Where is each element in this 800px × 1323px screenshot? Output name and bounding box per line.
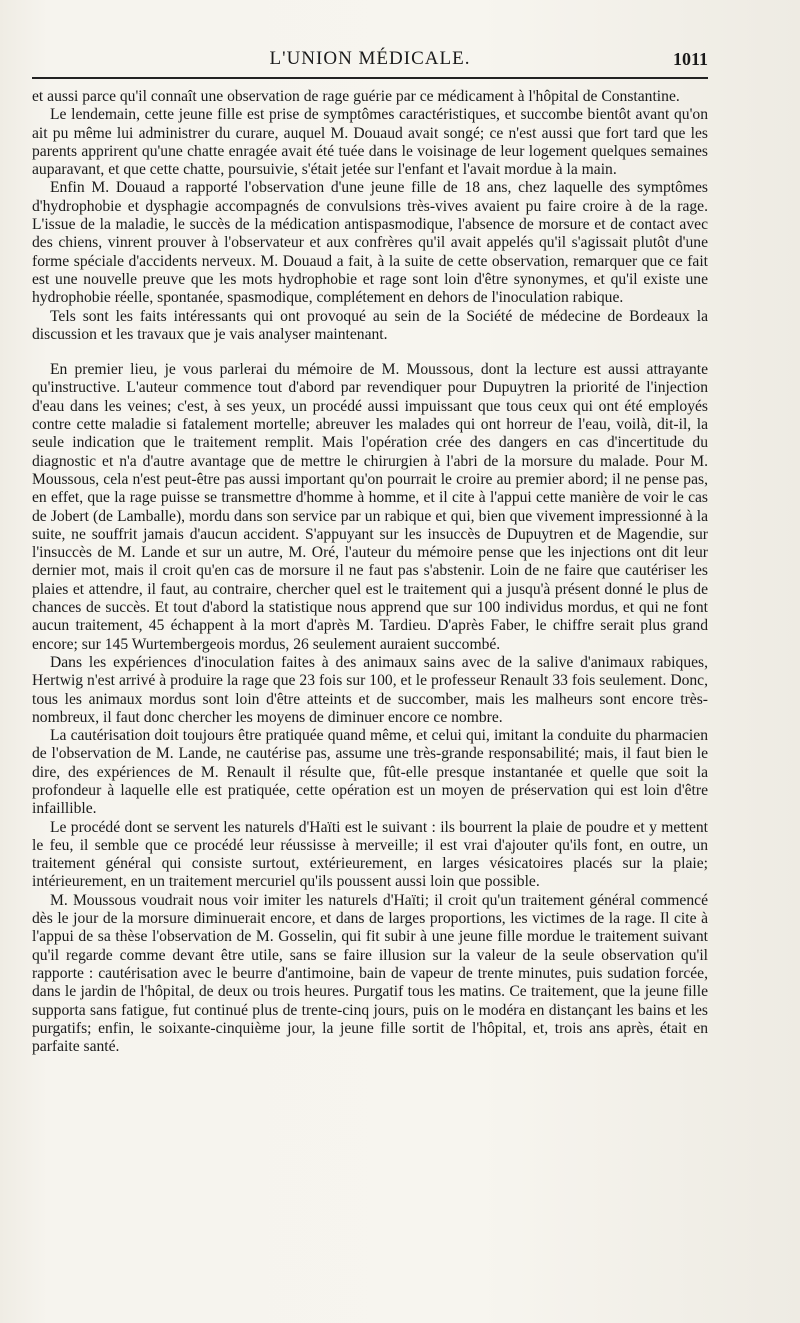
page-number: 1011 [672, 49, 708, 69]
header-rule [32, 77, 708, 79]
paragraph-continuation: et aussi parce qu'il connaît une observation de rage guérie par ce médicament à l'hôpital de Constantine. [32, 88, 680, 105]
paragraph: En premier lieu, je vous parlerai du mémoire de M. Moussous, dont la lecture est aussi attrayante qu'instructive. L'auteur commence tout d'abord par revendiquer pour Dupuytren la priorité de l'injection d'eau dans les veines; c'est, à ses yeux, un procédé aussi impuissant que tous ceux qui ont été employés contre cette maladie si fatalement mortelle; abreuver les malades qui ont horreur de l'eau, voilà, dit-il, la seule indication que le traitement remplit. Mais l'opération crée des dangers en cas d'incertitude du diagnostic et n'a d'autre avantage que de mettre le chirurgien à l'abri de la morsure du malade. Pour M. Moussous, cela n'est peut-être pas aussi important qu'on pourrait le croire au premier abord; il ne pense pas, en effet, que la rage puisse se transmettre d'homme à homme, et il cite à l'appui cette manière de voir le cas de Jobert (de Lamballe), mordu dans son service par un rabique et qui, bien que vivement impressionné à la suite, ne souffrit jamais d'aucun accident. S'appuyant sur les insuccès de Dupuytren et de Magendie, sur l'insuccès de M. Lande et sur un autre, M. Oré, l'auteur du mémoire pense que les injections ont dit leur dernier mot, mais il croit qu'en cas de morsure il ne faut pas s'abstenir. Loin de ne faire que cautériser les plaies et attendre, il faut, au contraire, chercher quel est le traitement qui a jusqu'à présent donné le plus de chances de succès. Et tout d'abord la statistique nous apprend que sur 100 individus mordus, et qui ne font aucun traitement, 45 échappent à la mort d'après M. Tardieu. D'après Faber, le chiffre serait plus grand encore; sur 145 Wurtembergeois mordus, 26 seulement auraient succombé. [32, 361, 708, 653]
running-header [32, 48, 708, 74]
paragraph: Tels sont les faits intéressants qui ont provoqué au sein de la Société de médecine de Bordeaux la discussion et les travaux que je vais analyser maintenant. [32, 307, 708, 343]
article-body [32, 88, 708, 1056]
paragraph: Enfin M. Douaud a rapporté l'observation d'une jeune fille de 18 ans, chez laquelle des symptômes d'hydrophobie et dysphagie accompagnés de convulsions très-vives avaient pu faire croire à de la rage. L'issue de la maladie, le succès de la médication antispasmodique, l'absence de morsure et de contact avec des chiens, vinrent prouver à l'observateur et aux confrères qu'il avait appelés qu'il s'agissait plutôt d'une forme spéciale d'accidents nerveux. M. Douaud a fait, à la suite de cette observation, remarquer que ce fait est une nouvelle preuve que les mots hydrophobie et rage sont loin d'être synonymes, et qu'il existe une hydrophobie réelle, spontanée, spasmodique, complétement en dehors de l'inoculation rabique. [32, 179, 708, 307]
paragraph: Le lendemain, cette jeune fille est prise de symptômes caractéristiques, et succombe bientôt avant qu'on ait pu même lui administrer du curare, auquel M. Douaud avait songé; ce n'est aussi que fort tard que les parents apprirent qu'une chatte enragée avait été tuée dans le voisinage de leur logement quelques semaines auparavant, et que cette chatte, poursuivie, s'était jetée sur l'enfant et l'avait mordue à la main. [32, 106, 708, 179]
journal-title: L'UNION MÉDICALE. [269, 48, 471, 69]
paragraph: Dans les expériences d'inoculation faites à des animaux sains avec de la salive d'animaux rabiques, Hertwig n'est arrivé à produire la rage que 23 fois sur 100, et le professeur Renault 33 fois seulement. Donc, tous les animaux mordus sont loin d'être atteints et de succomber, mais les malheurs sont encore très-nombreux, il faut donc chercher les moyens de diminuer encore ce nombre. [32, 653, 708, 726]
paragraph: Le procédé dont se servent les naturels d'Haïti est le suivant : ils bourrent la plaie de poudre et y mettent le feu, il semble que ce procédé leur réussisse à merveille; il est vrai d'ajouter qu'ils font, en outre, un traitement général qui consiste surtout, extérieurement, en larges vésicatoires placés sur la plaie; intérieurement, en un traitement mercuriel qu'ils poussent aussi loin que possible. [32, 818, 708, 891]
paragraph: M. Moussous voudrait nous voir imiter les naturels d'Haïti; il croit qu'un traitement général commencé dès le jour de la morsure diminuerait encore, et dans de larges proportions, les victimes de la rage. Il cite à l'appui de sa thèse l'observation de M. Gosselin, qui fit subir à une jeune fille mordue le traitement suivant qu'il regarde comme devant être utile, sans se faire illusion sur la valeur de la seule observation qu'il rapporte : cautérisation avec le beurre d'antimoine, bain de vapeur de trente minutes, puis sudation forcée, dans le jardin de l'hôpital, de deux ou trois heures. Purgatif tous les matins. Ce traitement, que la jeune fille supporta sans fatigue, fut continué plus de trente-cinq jours, puis on le modéra en distançant les bains et les purgatifs; enfin, le soixante-cinquième jour, la jeune fille sortit de l'hôpital, et, trois ans après, était en parfaite santé. [32, 891, 708, 1056]
paragraph: La cautérisation doit toujours être pratiquée quand même, et celui qui, imitant la conduite du pharmacien de l'observation de M. Lande, ne cautérise pas, assume une très-grande responsabilité; mais, il faut bien le dire, des expériences de M. Renault il résulte que, fût-elle presque instantanée et quelle que soit la profondeur à laquelle elle est pratiquée, cette opération est un moyen de préservation qui est loin d'être infaillible. [32, 727, 708, 818]
